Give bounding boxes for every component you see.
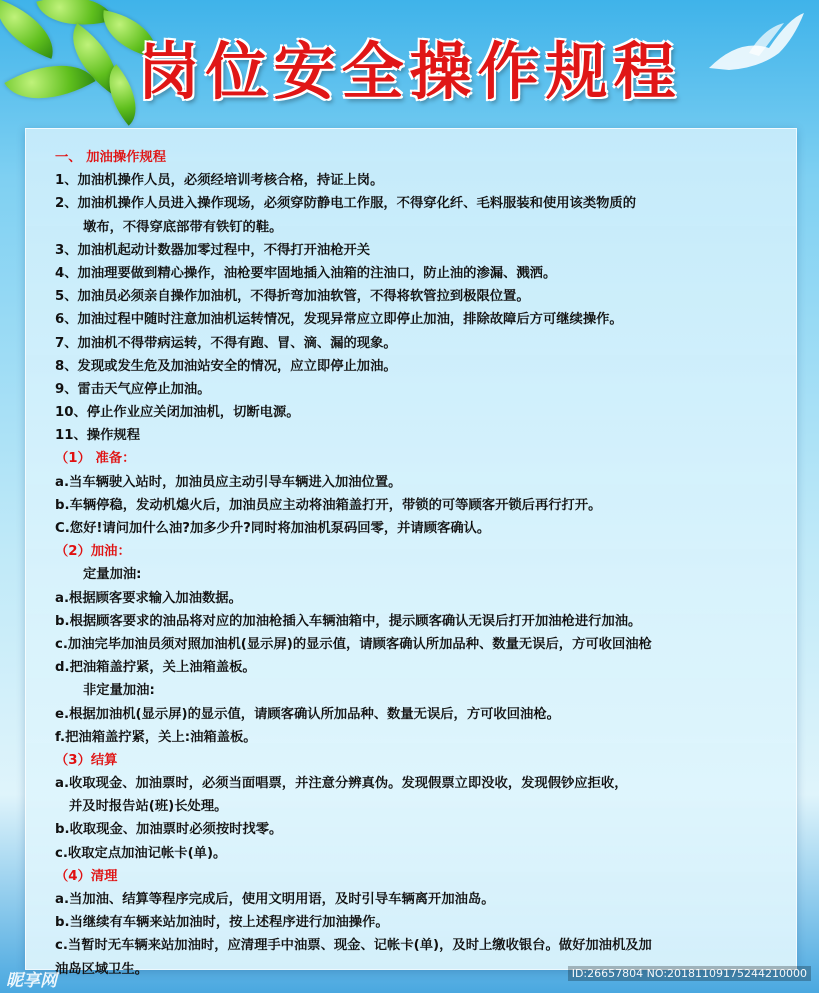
section-heading: 一、 加油操作规程 [55,150,167,165]
watermark-id: ID:26657804 NO:20181109175244210000 [568,966,811,981]
text-line: 2、加油机操作人员进入操作现场，必须穿防静电工作服，不得穿化纤、毛料服装和使用该类物质的 [55,196,637,212]
text-line: 10、停止作业应关闭加油机，切断电源。 [55,405,300,421]
text-line: 7、加油机不得带病运转，不得有跑、冒、滴、漏的现象。 [55,335,397,351]
text-line: b.收取现金、加油票时必须按时找零。 [55,822,283,838]
text-line: a.当加油、结算等程序完成后，使用文明用语，及时引导车辆离开加油岛。 [55,892,495,907]
text-line: a.根据顾客要求输入加油数据。 [55,590,242,606]
watermark-logo: 昵享网 [6,971,57,991]
regulation-text [55,146,785,981]
page-title: 岗位安全操作规程 [137,35,682,108]
text-line: 5、加油员必须亲自操作加油机，不得折弯加油软管，不得将软管拉到极限位置。 [55,289,530,305]
text-line: e.根据加油机(显示屏)的显示值，请顾客确认所加品种、数量无误后，方可收回油枪。 [55,706,560,722]
text-line: a.当车辆驶入站时，加油员应主动引导车辆进入加油位置。 [55,474,402,490]
text-line: 4、加油理要做到精心操作，油枪要牢固地插入油箱的注油口，防止油的渗漏、溅洒。 [55,265,557,281]
text-line: 并及时报告站(班)长处理。 [69,799,228,815]
text-line: 9、雷击天气应停止加油。 [55,381,211,397]
text-line: b.根据顾客要求的油品将对应的加油枪插入车辆油箱中，提示顾客确认无误后打开加油枪进行加油。 [55,613,642,629]
text-line: 11、操作规程 [55,428,140,444]
text-line: a.收取现金、加油票时，必须当面唱票，并注意分辨真伪。发现假票立即没收，发现假钞应拒收， [55,776,628,792]
text-line: 8、发现或发生危及加油站安全的情况，应立即停止加油。 [55,358,397,374]
text-line: 定量加油: [83,567,142,583]
text-line: d.把油箱盖拧紧，关上油箱盖板。 [55,660,256,676]
section-heading: （2）加油： [55,544,131,560]
text-line: b.车辆停稳，发动机熄火后，加油员应主动将油箱盖打开，带锁的可等顾客开锁后再行打开。 [55,497,602,513]
text-line: 1、加油机操作人员，必须经培训考核合格，持证上岗。 [55,173,384,189]
text-line: f.把油箱盖拧紧，关上:油箱盖板。 [55,729,257,745]
text-line: c.收取定点加油记帐卡(单)。 [55,845,227,861]
text-line: 油岛区域卫生。 [55,961,149,977]
text-line: 非定量加油: [83,683,155,699]
section-heading: （3）结算 [55,752,118,768]
text-line: 墩布，不得穿底部带有铁钉的鞋。 [83,219,283,235]
section-heading: （4）清理 [55,868,118,884]
text-line: C.您好!请问加什么油?加多少升?同时将加油机泵码回零，并请顾客确认。 [55,521,491,536]
text-line: b.当继续有车辆来站加油时，按上述程序进行加油操作。 [55,915,389,931]
section-heading: （1） 准备： [55,451,136,467]
text-line: c.当暂时无车辆来站加油时，应清理手中油票、现金、记帐卡(单)，及时上缴收银台。做好加油机及加 [55,938,652,954]
text-line: c.加油完毕加油员须对照加油机(显示屏)的显示值，请顾客确认所加品种、数量无误后，方可收回油枪 [55,636,652,652]
text-line: 3、加油机起动计数器加零过程中，不得打开油枪开关 [55,242,371,258]
text-line: 6、加油过程中随时注意加油机运转情况，发现异常应立即停止加油，排除故障后方可继续操作。 [55,312,623,328]
